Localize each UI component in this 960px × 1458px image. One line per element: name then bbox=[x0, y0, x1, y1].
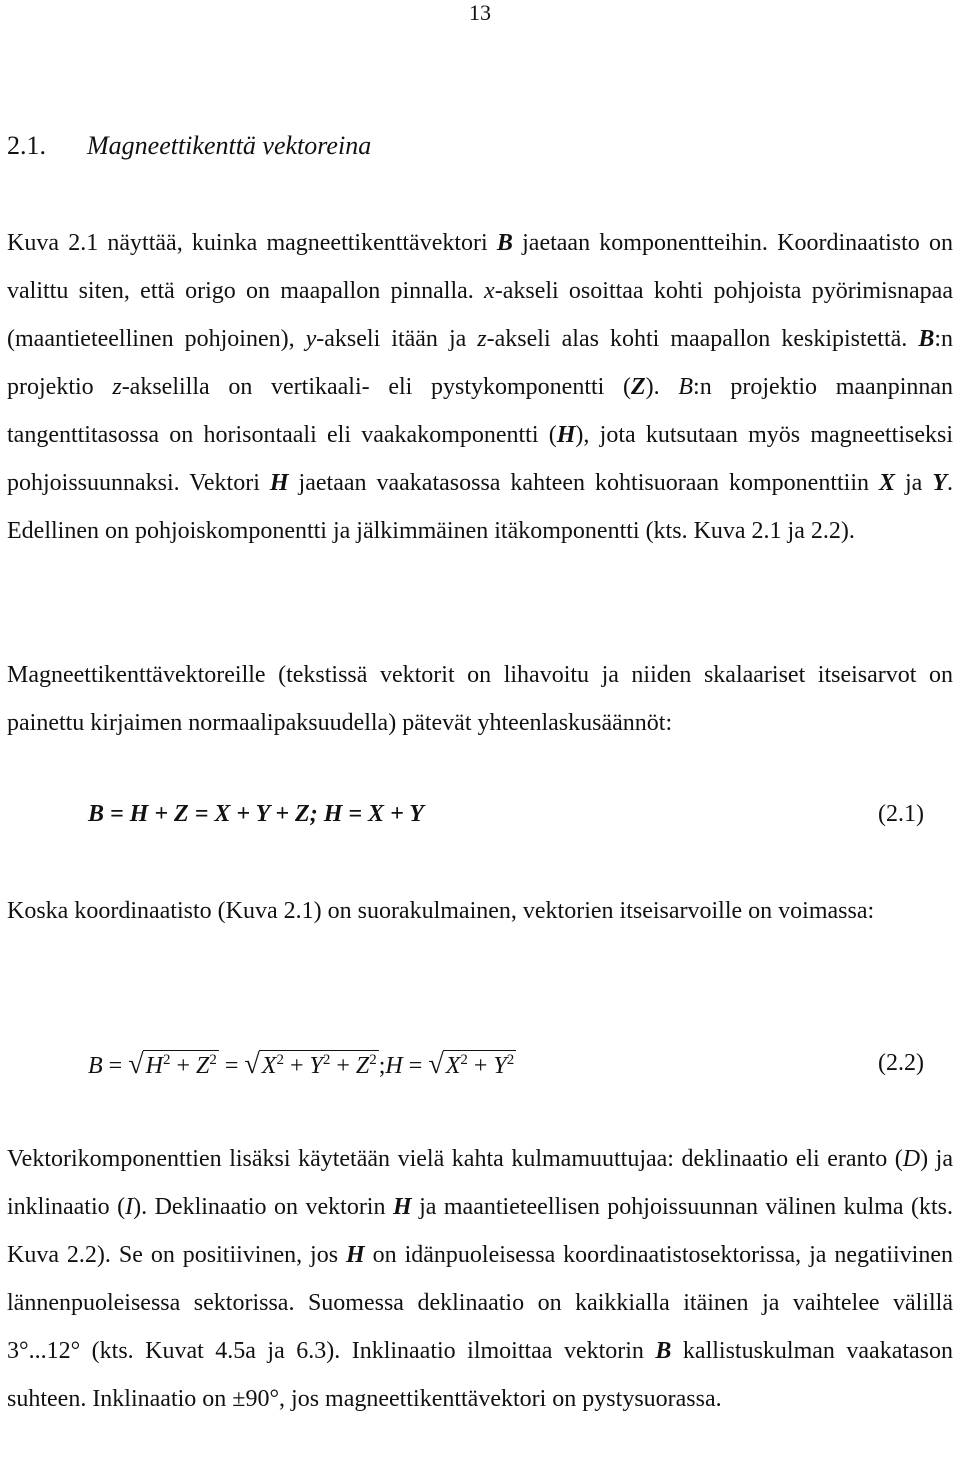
sqrt-x-y: $√X^2 + Y^2$ bbox=[428, 1049, 515, 1080]
paragraph-addition-rules: Magneettikenttävektoreille (tekstissä vektorit on lihavoitu ja niiden skalaariset itseisarvot on painettu kirjaimen normaalipaksuudella) pätevät yhteenlaskusäännöt: bbox=[7, 662, 953, 736]
sqrt-h-z: $√H^2 + Z^2$ bbox=[128, 1049, 217, 1080]
equation-2-2-number: (2.2) bbox=[878, 1050, 924, 1076]
section-title: Magneettikenttä vektoreina bbox=[87, 131, 372, 160]
equation-2-1-number: (2.1) bbox=[878, 801, 924, 827]
paragraph-vector-components: Kuva 2.1 näyttää, kuinka magneettikenttävektori B jaetaan komponentteihin. Koordinaatisto on valittu siten, että origo on maapallon pinnalla. x-akseli osoittaa kohti pohjoista pyörimisnapaa (maantieteellinen pohjoinen), y-akseli itään ja z-akseli alas kohti maapallon keskipistettä. B:n projektio z-akselilla on vertikaali- eli pystykomponentti (Z). B:n projektio maanpinnan tangenttitasossa on horisontaali eli vaakakomponentti (H), jota kutsutaan myös magneettiseksi pohjoissuunnaksi. Vektori H jaetaan vaakatasossa kahteen kohtisuoraan komponenttiin X ja Y. Edellinen on pohjoiskomponentti ja jälkimmäinen itäkomponentti (kts. Kuva 2.1 ja 2.2). bbox=[7, 230, 954, 544]
equation-2-2-body: $B = √H^2 + Z^2 = √X^2 + Y^2$ + $Z^2;H = √X^2 + Y^2$ bbox=[88, 1049, 515, 1080]
paragraph-magnitudes: Koska koordinaatisto (Kuva 2.1) on suorakulmainen, vektorien itseisarvoille on voimassa: bbox=[7, 898, 875, 924]
page-number: 13 bbox=[469, 0, 491, 25]
section-heading bbox=[7, 131, 371, 161]
sqrt-x-y-z: $√X^2 + Y^2 + Z^2$ bbox=[244, 1049, 377, 1080]
paragraph-declination-inclination: Vektorikomponenttien lisäksi käytetään vielä kahta kulmamuuttujaa: deklinaatio eli eranto (D) ja inklinaatio (I). Deklinaatio on vektorin H ja maantieteellisen pohjoissuunnan välinen kulma (kts. Kuva 2.2). Se on positiivinen, jos H on idänpuoleisessa koordinaatistosektorissa, ja negatiivinen lännenpuoleisessa sektorissa. Suomessa deklinaatio on kaikkialla itäinen ja vaihtelee välillä 3°...12° (kts. Kuvat 4.5a ja 6.3). Inklinaatio ilmoittaa vektorin B kallistuskulman vaakatason suhteen. Inklinaatio on ±90°, jos magneettikenttävektori on pystysuorassa. bbox=[7, 1146, 954, 1412]
section-number: 2.1. bbox=[7, 131, 46, 160]
equation-2-1-body: B = H + Z = X + Y + Z; H = X + Y bbox=[88, 801, 424, 827]
